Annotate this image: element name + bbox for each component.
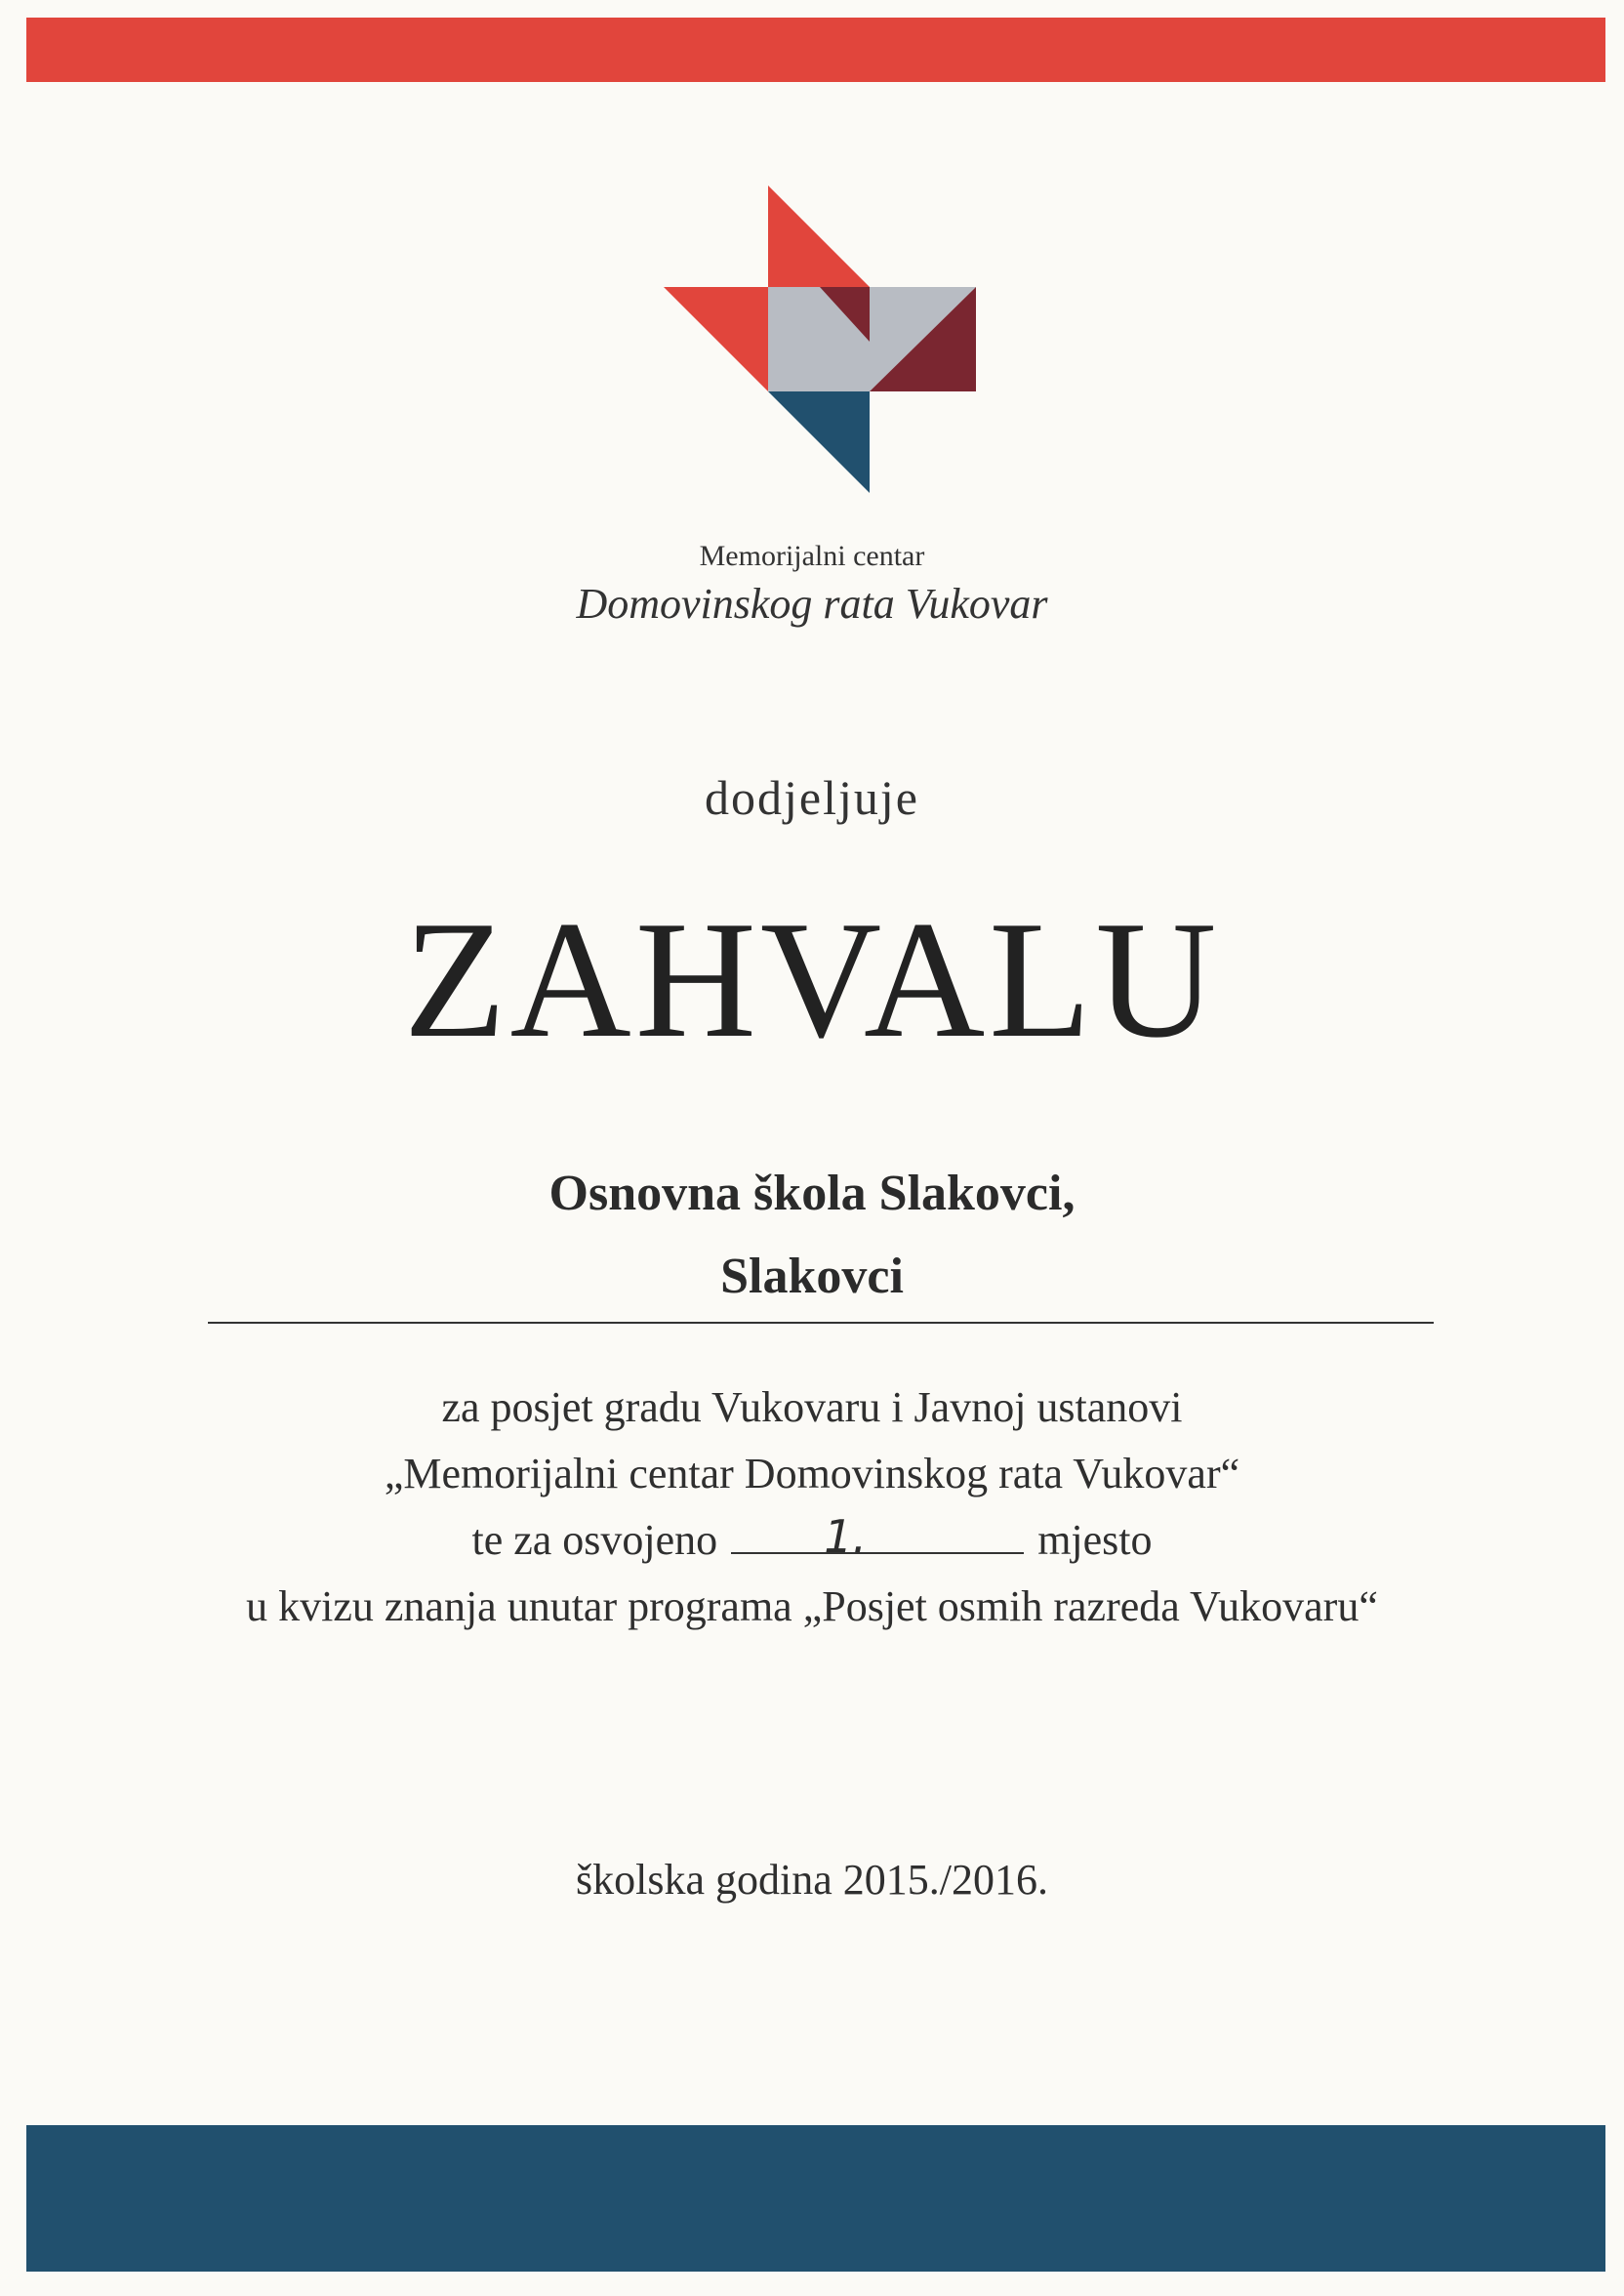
place-blank bbox=[731, 1510, 1024, 1563]
body-line-3-suffix: mjesto bbox=[1037, 1516, 1153, 1564]
body-line-3 bbox=[0, 1507, 1624, 1574]
body-line-2: „Memorijalni centar Domovinskog rata Vukovar“ bbox=[384, 1450, 1240, 1497]
recipient-underline bbox=[208, 1322, 1434, 1324]
organization-name-line2: Domovinskog rata Vukovar bbox=[576, 580, 1048, 628]
body-line-3-prefix: te za osvojeno bbox=[471, 1516, 718, 1564]
certificate-title: ZAHVALU bbox=[403, 887, 1221, 1073]
recipient-block bbox=[0, 1152, 1624, 1318]
awards-verb: dodjeljuje bbox=[705, 770, 919, 825]
logo-red-left-triangle bbox=[664, 287, 768, 391]
body-line-1: za posjet gradu Vukovaru i Javnoj ustanovi bbox=[441, 1383, 1183, 1431]
memorial-centre-logo-icon bbox=[664, 185, 976, 493]
recipient-name: Osnovna škola Slakovci, bbox=[548, 1166, 1076, 1221]
certificate-body bbox=[0, 1374, 1624, 1640]
bottom-color-band bbox=[26, 2125, 1605, 2272]
school-year: školska godina 2015./2016. bbox=[576, 1856, 1048, 1904]
logo-red-top-triangle bbox=[768, 185, 870, 287]
logo-blue-bottom-triangle bbox=[768, 391, 870, 493]
organization-name-line1: Memorijalni centar bbox=[699, 540, 925, 572]
body-line-4: u kvizu znanja unutar programa „Posjet osmih razreda Vukovaru“ bbox=[246, 1582, 1378, 1630]
top-color-band bbox=[26, 18, 1605, 82]
recipient-place: Slakovci bbox=[720, 1249, 904, 1304]
handwritten-place: 1. bbox=[824, 1510, 868, 1563]
